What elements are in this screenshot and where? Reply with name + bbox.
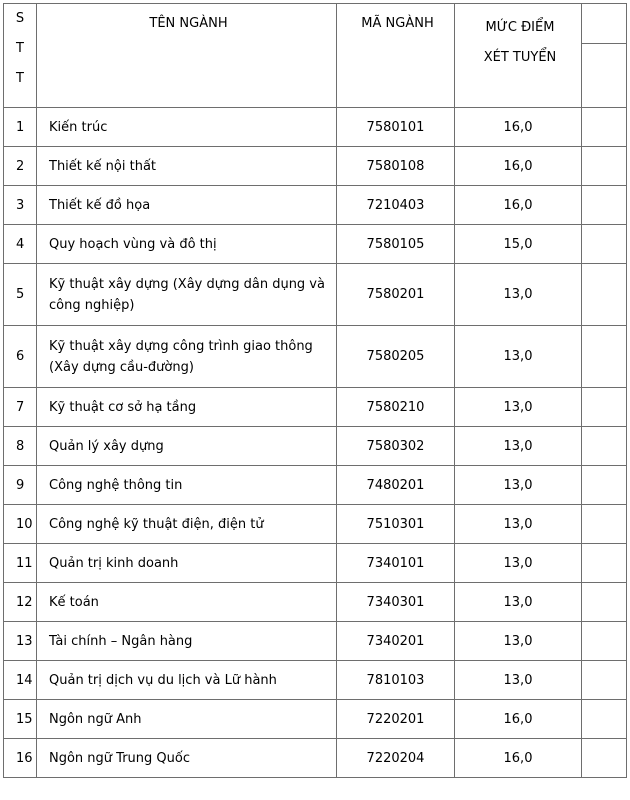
row-extra — [582, 739, 627, 778]
table-row — [4, 147, 627, 186]
row-name: Thiết kế nội thất — [37, 147, 337, 186]
row-stt: 13 — [4, 622, 37, 661]
row-score: 13,0 — [455, 622, 582, 661]
row-score: 13,0 — [455, 326, 582, 388]
table-row — [4, 466, 627, 505]
header-extra-column — [582, 4, 627, 108]
row-name: Thiết kế đồ họa — [37, 186, 337, 225]
row-score: 16,0 — [455, 739, 582, 778]
row-code: 7480201 — [337, 466, 455, 505]
row-score: 16,0 — [455, 147, 582, 186]
row-score: 15,0 — [455, 225, 582, 264]
header-stt — [4, 4, 37, 108]
row-code: 7340201 — [337, 622, 455, 661]
row-code: 7220201 — [337, 700, 455, 739]
header-extra-subcell — [582, 4, 626, 44]
header-code: MÃ NGÀNH — [337, 4, 455, 108]
header-score-line2: XÉT TUYỂN — [483, 50, 557, 65]
row-stt: 3 — [4, 186, 37, 225]
row-name: Kỹ thuật cơ sở hạ tầng — [37, 388, 337, 427]
row-name: Quy hoạch vùng và đô thị — [37, 225, 337, 264]
row-name: Ngôn ngữ Anh — [37, 700, 337, 739]
table-row — [4, 427, 627, 466]
row-name: Quản lý xây dựng — [37, 427, 337, 466]
row-code: 7580101 — [337, 108, 455, 147]
row-stt: 15 — [4, 700, 37, 739]
row-code: 7580210 — [337, 388, 455, 427]
header-stt-s: S — [15, 11, 25, 26]
table-row — [4, 264, 627, 326]
table-row — [4, 186, 627, 225]
row-stt: 1 — [4, 108, 37, 147]
row-stt: 11 — [4, 544, 37, 583]
row-score: 13,0 — [455, 505, 582, 544]
row-name: Kế toán — [37, 583, 337, 622]
row-extra — [582, 622, 627, 661]
row-stt: 2 — [4, 147, 37, 186]
table-row — [4, 505, 627, 544]
row-stt: 4 — [4, 225, 37, 264]
table-row — [4, 583, 627, 622]
row-score: 13,0 — [455, 388, 582, 427]
row-stt: 7 — [4, 388, 37, 427]
table-row — [4, 700, 627, 739]
row-stt: 14 — [4, 661, 37, 700]
row-name: Quản trị kinh doanh — [37, 544, 337, 583]
row-score: 13,0 — [455, 466, 582, 505]
row-code: 7210403 — [337, 186, 455, 225]
row-code: 7220204 — [337, 739, 455, 778]
table-row — [4, 388, 627, 427]
row-extra — [582, 326, 627, 388]
row-extra — [582, 147, 627, 186]
row-code: 7580201 — [337, 264, 455, 326]
row-score: 16,0 — [455, 108, 582, 147]
row-score: 13,0 — [455, 264, 582, 326]
table-row — [4, 544, 627, 583]
row-name: Tài chính – Ngân hàng — [37, 622, 337, 661]
table-row — [4, 622, 627, 661]
row-extra — [582, 544, 627, 583]
header-score — [455, 4, 582, 108]
row-stt: 10 — [4, 505, 37, 544]
row-stt: 8 — [4, 427, 37, 466]
row-code: 7340301 — [337, 583, 455, 622]
row-code: 7340101 — [337, 544, 455, 583]
row-name: Quản trị dịch vụ du lịch và Lữ hành — [37, 661, 337, 700]
row-code: 7580205 — [337, 326, 455, 388]
row-extra — [582, 427, 627, 466]
table-row — [4, 108, 627, 147]
row-name: Công nghệ thông tin — [37, 466, 337, 505]
row-score: 13,0 — [455, 427, 582, 466]
row-name: Kiến trúc — [37, 108, 337, 147]
row-extra — [582, 225, 627, 264]
table-row — [4, 661, 627, 700]
row-score: 13,0 — [455, 583, 582, 622]
row-code: 7810103 — [337, 661, 455, 700]
row-extra — [582, 388, 627, 427]
row-extra — [582, 108, 627, 147]
row-stt: 9 — [4, 466, 37, 505]
table-row — [4, 739, 627, 778]
row-score: 13,0 — [455, 661, 582, 700]
row-score: 16,0 — [455, 700, 582, 739]
row-name: Công nghệ kỹ thuật điện, điện tử — [37, 505, 337, 544]
row-code: 7510301 — [337, 505, 455, 544]
row-extra — [582, 264, 627, 326]
row-stt: 5 — [4, 264, 37, 326]
header-row — [4, 4, 627, 108]
header-name: TÊN NGÀNH — [37, 4, 337, 108]
row-extra — [582, 661, 627, 700]
row-score: 13,0 — [455, 544, 582, 583]
row-stt: 6 — [4, 326, 37, 388]
header-score-line1: MỨC ĐIỂM — [485, 20, 555, 35]
table-row — [4, 326, 627, 388]
row-extra — [582, 466, 627, 505]
row-stt: 12 — [4, 583, 37, 622]
row-extra — [582, 186, 627, 225]
row-extra — [582, 505, 627, 544]
row-stt: 16 — [4, 739, 37, 778]
row-score: 16,0 — [455, 186, 582, 225]
admission-scores-table — [3, 3, 627, 778]
row-code: 7580302 — [337, 427, 455, 466]
row-name: Kỹ thuật xây dựng công trình giao thông (Xây dựng cầu-đường) — [37, 326, 337, 388]
header-stt-t1: T — [16, 41, 24, 56]
row-name: Ngôn ngữ Trung Quốc — [37, 739, 337, 778]
row-extra — [582, 700, 627, 739]
row-extra — [582, 583, 627, 622]
header-stt-t2: T — [16, 71, 24, 86]
row-name: Kỹ thuật xây dựng (Xây dựng dân dụng và công nghiệp) — [37, 264, 337, 326]
row-code: 7580108 — [337, 147, 455, 186]
row-code: 7580105 — [337, 225, 455, 264]
table-row — [4, 225, 627, 264]
